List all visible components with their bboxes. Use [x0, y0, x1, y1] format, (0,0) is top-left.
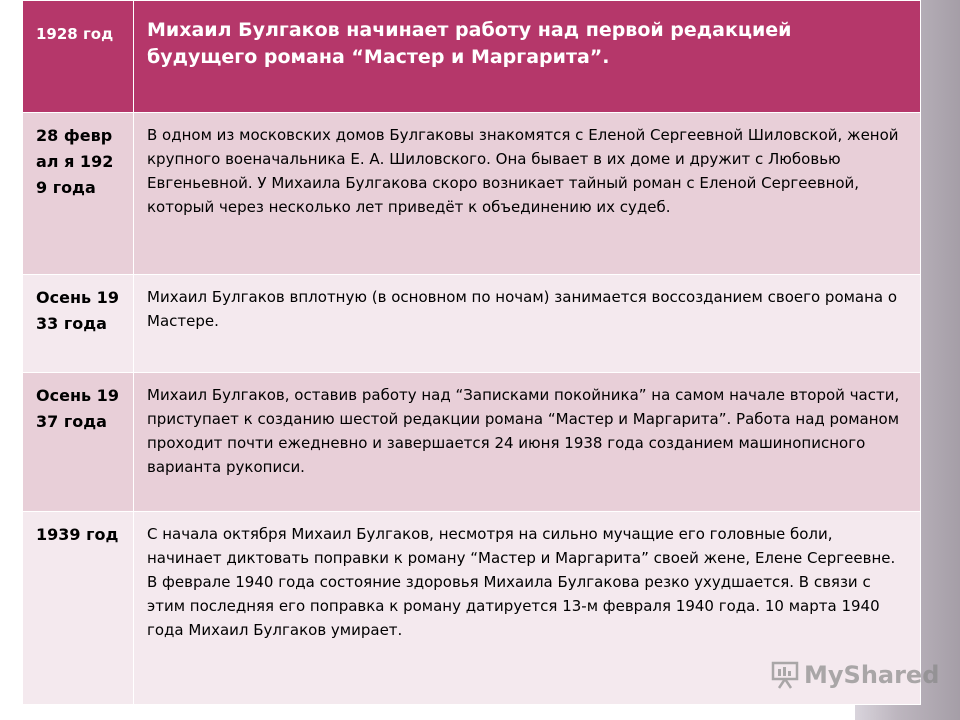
date-cell: 28 феврал я 1929 года — [23, 113, 134, 275]
timeline-table — [22, 0, 921, 705]
table-row-1928 — [23, 1, 921, 113]
date-cell: 1928 год — [23, 1, 134, 113]
table-row-1933 — [23, 275, 921, 373]
event-cell: Михаил Булгаков вплотную (в основном по ночам) занимается воссозданием своего романа о Мастере. — [134, 275, 921, 373]
event-cell: Михаил Булгаков, оставив работу над “Записками покойника” на самом начале второй части, приступает к созданию шестой редакции романа “Мастер и Маргарита”. Работа над романом проходит почти ежедневно и завершается 24 июня 1938 года созданием машинописного варианта рукописи. — [134, 373, 921, 512]
event-cell: В одном из московских домов Булгаковы знакомятся с Еленой Сергеевной Шиловской, женой крупного военачальника Е. А. Шиловского. Она бывает в их доме и дружит с Любовью Евгеньевной. У Михаила Булгакова скоро возникает тайный роман с Еленой Сергеевной, который через несколько лет приведёт к объединению их судеб. — [134, 113, 921, 275]
presentation-board-icon — [770, 661, 800, 689]
date-cell: 1939 год — [23, 512, 134, 705]
table-row-1929 — [23, 113, 921, 275]
event-cell: Михаил Булгаков начинает работу над первой редакцией будущего романа “Мастер и Маргарита”. — [134, 1, 921, 113]
table-row-1937 — [23, 373, 921, 512]
date-cell: Осень 1933 года — [23, 275, 134, 373]
watermark-logo — [770, 660, 939, 690]
event-cell: С начала октября Михаил Булгаков, несмотря на сильно мучащие его головные боли, начинает диктовать поправки к роману “Мастер и Маргарита” своей жене, Елене Сергеевне. В феврале 1940 года состояние здоровья Михаила Булгакова резко ухудшается. В связи с этим последняя его поправка к роману датируется 13-м февраля 1940 года. 10 марта 1940 года Михаил Булгаков умирает. — [134, 512, 921, 705]
watermark-text: MyShared — [804, 661, 940, 689]
date-cell: Осень 1937 года — [23, 373, 134, 512]
